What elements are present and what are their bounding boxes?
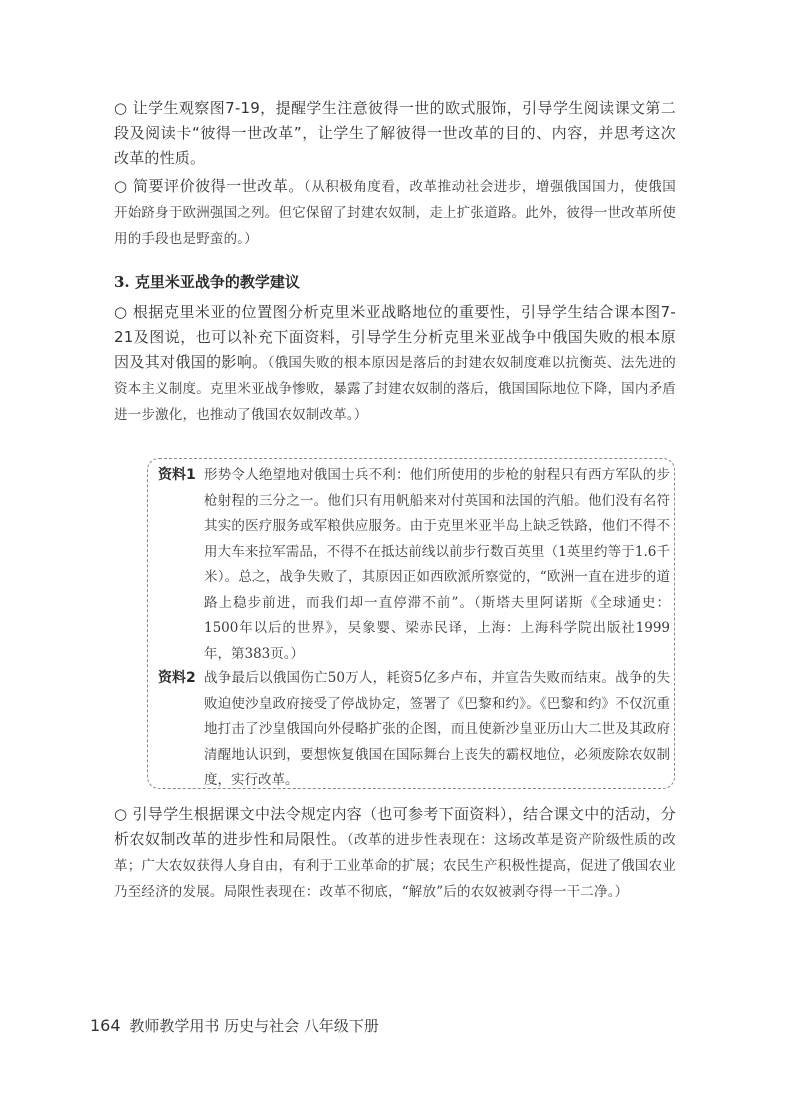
paragraph-text: ○ 让学生观察图7-19，提醒学生注意彼得一世的欧式服饰，引导学生阅读课文第二段及阅读卡“彼得一世改革”，让学生了解彼得一世改革的目的、内容，并思考这次改革的性质。 xyxy=(114,99,676,167)
paragraph-note: （俄国失败的根本原因是落后的封建农奴制度难以抗衡英、法先进的资本主义制度。克里米亚战争惨败，暴露了封建农奴制的落后，俄国国际地位下降，国内矛盾进一步激化，也推动了俄国农奴制改革。） xyxy=(114,355,676,423)
material-label: 资料2 xyxy=(158,670,196,686)
material-label: 资料1 xyxy=(158,467,196,483)
section-title: 3. 克里米亚战争的教学建议 xyxy=(114,273,300,291)
paragraph-serf-reform xyxy=(114,802,676,905)
paragraph-note: （改革的进步性表现在：这场改革是资产阶级性质的改革；广大农奴获得人身自由，有利于工业革命的扩展；农民生产积极性提高，促进了俄国农业乃至经济的发展。局限性表现在：改革不彻底，“解放”后的农奴被剥夺得一干二净。） xyxy=(114,832,676,900)
paragraph-lead: ○ 简要评价彼得一世改革。 xyxy=(114,177,304,195)
paragraph-peter-evaluate xyxy=(114,174,676,252)
page-footer xyxy=(90,1015,379,1036)
material-text: 形势令人绝望地对俄国士兵不利：他们所使用的步枪的射程只有西方军队的步枪射程的三分之一。他们只有用帆船来对付英国和法国的汽船。他们没有名符其实的医疗服务或军粮供应服务。由于克里米亚半岛上缺乏铁路，他们不得不用大车来拉军需品，不得不在抵达前线以前步行数百英里（1英里约等于1.6千米）。总之，战争失败了，其原因正如西欧派所察觉的，“欧洲一直在进步的道路上稳步前进，而我们却一直停滞不前”。（斯塔夫里阿诺斯《全球通史：1500年以后的世界》，吴象婴、梁赤民译，上海：上海科学院出版社1999年，第383页。） xyxy=(204,467,670,662)
material-text: 战争最后以俄国伤亡50万人，耗资5亿多卢布，并宣告失败而结束。战争的失败迫使沙皇政府接受了停战协定，签署了《巴黎和约》。《巴黎和约》不仅沉重地打击了沙皇俄国向外侵略扩张的企图，而且使新沙皇亚历山大二世及其政府清醒地认识到，要想恢复俄国在国际舞台上丧失的霸权地位，必须废除农奴制度，实行改革。 xyxy=(204,670,670,788)
paragraph-note: （从积极角度看，改革推动社会进步，增强俄国国力，使俄国开始跻身于欧洲强国之列。但它保留了封建农奴制，走上扩张道路。此外，彼得一世改革所使用的手段也是野蛮的。） xyxy=(114,179,676,247)
book-title: 教师教学用书 历史与社会 八年级下册 xyxy=(129,1017,379,1035)
paragraph-lead: ○ 引导学生根据课文中法令规定内容（也可参考下面资料），结合课文中的活动，分析农奴制改革的进步性和局限性。 xyxy=(114,805,676,848)
paragraph-crimea-analysis xyxy=(114,300,676,428)
page-number: 164 xyxy=(90,1016,121,1035)
paragraph-peter-observe xyxy=(114,96,676,171)
paragraph-lead: ○ 根据克里米亚的位置图分析克里米亚战略地位的重要性，引导学生结合课本图7-21及图说，也可以补充下面资料，引导学生分析克里米亚战争中俄国失败的根本原因及其对俄国的影响。 xyxy=(114,303,676,371)
material-1 xyxy=(158,463,670,667)
material-2 xyxy=(158,666,670,794)
